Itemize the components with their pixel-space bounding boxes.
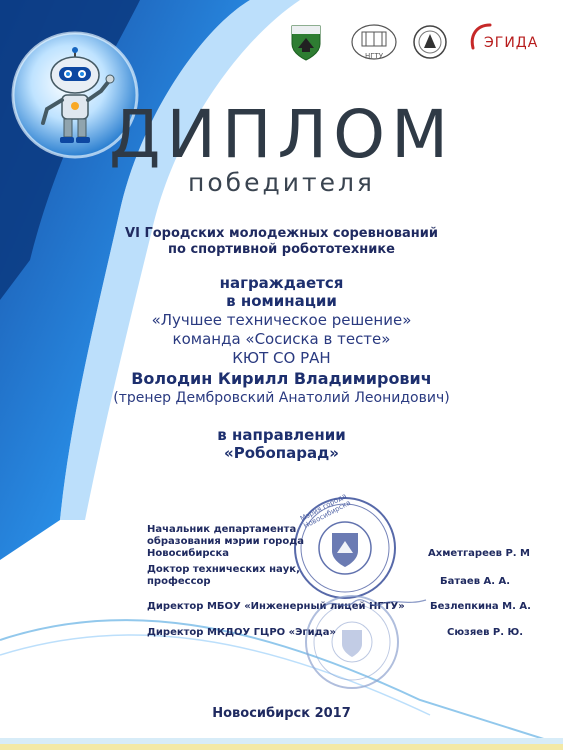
coach-name: (тренер Дембровский Анатолий Леонидович) [113, 390, 450, 406]
award-heading: награждается [219, 274, 344, 292]
direction-value: «Робопарад» [224, 444, 339, 462]
event-line-1: VI Городских молодежных соревнований [125, 226, 438, 241]
nomination-title: «Лучшее техническое решение» [151, 311, 412, 329]
event-line-2: по спортивной робототехнике [168, 242, 395, 257]
signatory-3-title: Директор МБОУ «Инженерный лицей НГТУ» [147, 601, 405, 612]
team-name: команда «Сосиска в тесте» [172, 330, 391, 348]
signatory-1-title: Начальник департамента образования мэрии города Новосибирска [147, 524, 305, 559]
signature-icon [320, 592, 430, 616]
signatory-3-name: Безлепкина М. А. [430, 601, 531, 612]
page-subtitle: победителя [188, 168, 375, 197]
signatory-2-name: Батаев А. А. [440, 576, 511, 587]
nomination-heading: в номинации [226, 292, 337, 310]
ngtu-logo-text: НГТУ [364, 52, 384, 60]
novosibirsk-coat-of-arms-icon [286, 22, 326, 62]
signatory-1-name: Ахметгареев Р. М [428, 548, 531, 559]
page-title: ДИПЛОМ [108, 96, 455, 173]
signatory-4-title: Директор МКДОУ ГЦРО «Эгида» [147, 627, 336, 638]
egida-logo-text: ЭГИДА [484, 35, 539, 51]
organization-name: КЮТ СО РАН [232, 349, 331, 367]
signatory-2-title: Доктор технических наук, профессор [147, 564, 300, 587]
round-emblem-icon [412, 22, 448, 62]
mayor-office-seal-text: Мэрия города Новосибирска [298, 491, 353, 531]
signatory-4-name: Сюзяев Р. Ю. [447, 627, 524, 638]
winner-name: Володин Кирилл Владимирович [131, 369, 432, 388]
footer-city-year: Новосибирск 2017 [212, 706, 351, 721]
direction-label: в направлении [217, 426, 346, 444]
